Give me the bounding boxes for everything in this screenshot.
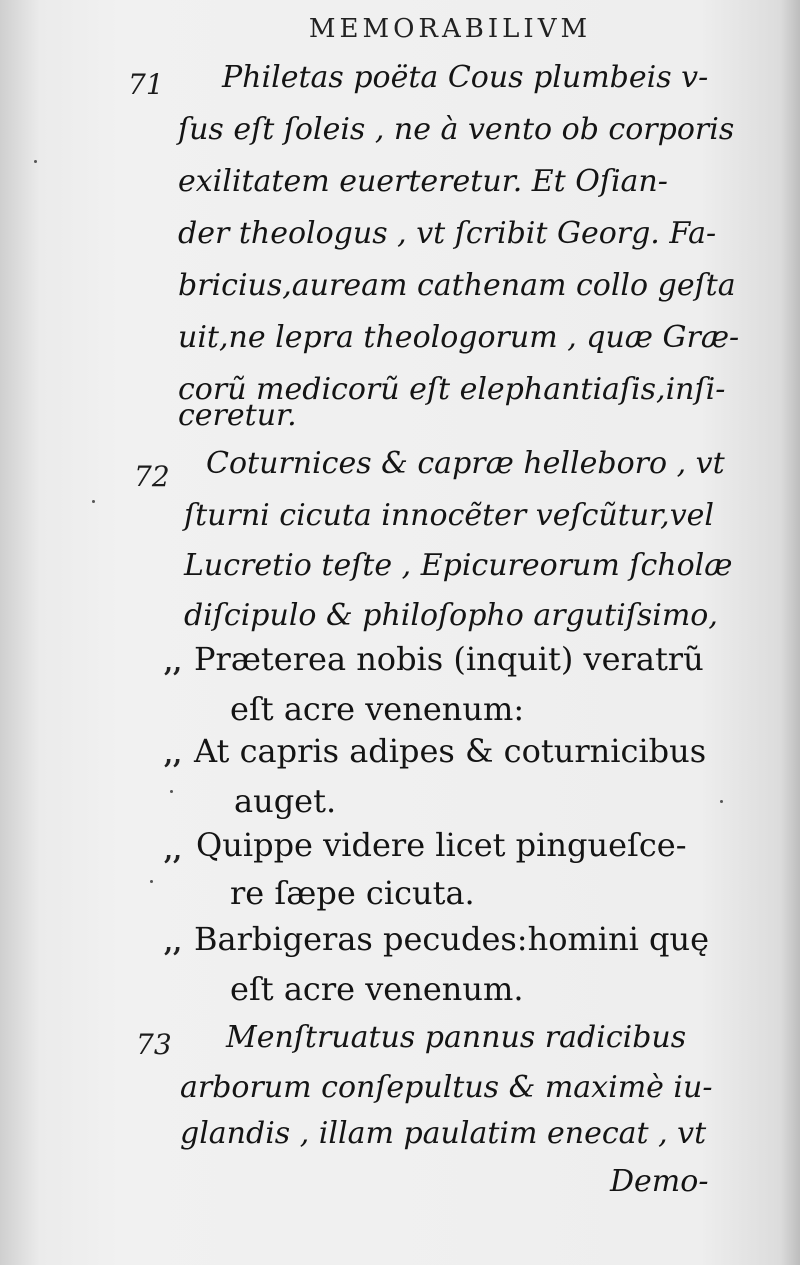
ink-speck [720,800,723,803]
ink-speck [92,500,95,503]
text-line: Menſtruatus pannus radicibus [226,1020,687,1055]
entry-number: 72 [134,460,170,493]
quote-mark: ,, [164,740,183,770]
catchword: Demo- [610,1164,709,1199]
verse-line: Barbigeras pecudes:homini quę [194,920,710,958]
verse-line: Quippe videre licet pingueſce- [196,826,687,864]
text-line: der theologus , vt ſcribit Georg. Fa- [178,216,717,251]
ink-speck [34,160,37,163]
running-header: MEMORABILIVM [308,14,592,44]
text-line: ſturni cicuta innocẽter veſcũtur,vel [184,498,714,533]
verse-line: re ſæpe cicuta. [230,874,475,912]
text-line: arborum conſepultus & maximè iu- [180,1070,713,1105]
verse-line: eſt acre venenum. [230,970,524,1008]
text-line: corũ medicorũ eſt elephantiaſis,inſi- [178,372,726,407]
text-line: exilitatem euerteretur. Et Oſian- [178,164,668,199]
text-line: Philetas poëta Cous plumbeis v- [222,60,709,95]
text-line: ceretur. [178,398,297,433]
verse-line: Præterea nobis (inquit) veratrũ [194,640,704,678]
entry-number: 73 [136,1028,172,1061]
quote-mark: ,, [164,928,183,958]
ink-speck [150,880,153,883]
text-line: diſcipulo & philoſopho argutiſsimo, [184,598,718,633]
quote-mark: ,, [164,648,183,678]
verse-line: At capris adipes & coturnicibus [194,732,707,770]
ink-speck [170,790,173,793]
text-line: uit,ne lepra theologorum , quæ Græ- [178,320,740,355]
quote-mark: ,, [164,836,183,866]
entry-number: 71 [128,68,164,101]
text-line: Coturnices & capræ helleboro , vt [206,446,725,481]
text-line: bricius,auream cathenam collo geſta [178,268,736,303]
verse-line: auget. [234,782,337,820]
text-line: ſus eſt ſoleis , ne à vento ob corporis [178,112,735,147]
text-line: glandis , illam paulatim enecat , vt [180,1116,707,1151]
text-line: Lucretio teſte , Epicureorum ſcholæ [184,548,733,583]
verse-line: eſt acre venenum: [230,690,525,728]
